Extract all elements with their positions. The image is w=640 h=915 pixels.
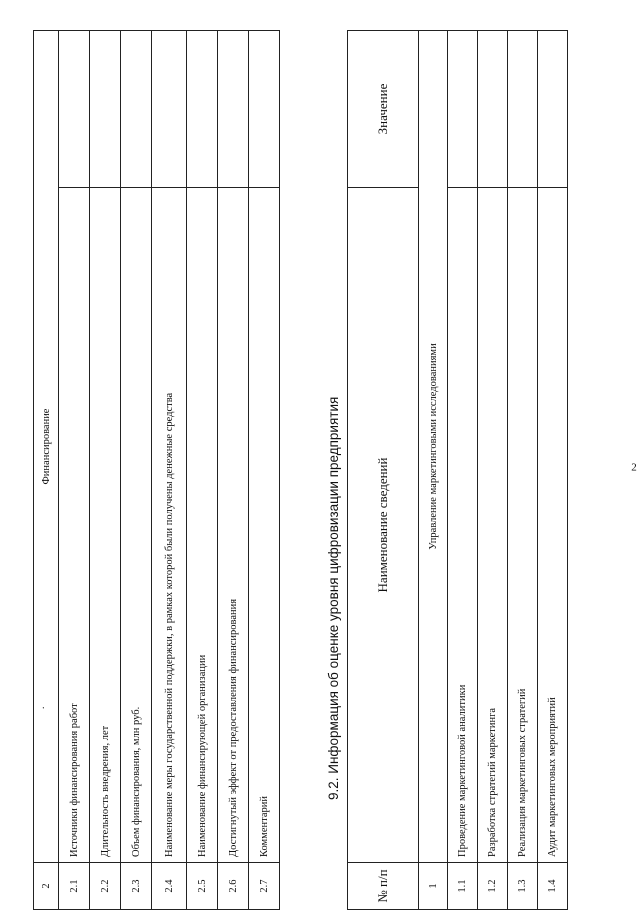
row-number: 2.1: [59, 863, 90, 910]
row-value[interactable]: [478, 31, 508, 188]
section-title: Управление маркетинговыми исследованиями: [419, 31, 448, 863]
table-row: [538, 31, 568, 910]
section-number: 1: [419, 863, 448, 910]
row-number: 2.6: [218, 863, 249, 910]
row-number: 1.4: [538, 863, 568, 910]
row-value[interactable]: [90, 31, 121, 188]
row-value[interactable]: [152, 31, 187, 188]
section-heading: 9.2. Информация об оценке уровня цифровизации предприятия: [326, 396, 341, 800]
table-row: [121, 31, 152, 910]
row-value[interactable]: [121, 31, 152, 188]
row-label: Наименование меры государственной поддержки, в рамках которой были получены денежные средства: [152, 188, 187, 863]
row-label: Разработка стратегий маркетинга: [478, 188, 508, 863]
table-row: [478, 31, 508, 910]
table-row: [59, 31, 90, 910]
table-row: [448, 31, 478, 910]
header-value: Значение: [348, 31, 419, 188]
row-number: 1.3: [508, 863, 538, 910]
table-row: [508, 31, 538, 910]
row-number: 2.2: [90, 863, 121, 910]
table-header-row: [348, 31, 419, 910]
table-section-row: [419, 31, 448, 910]
section-number: 2: [34, 863, 59, 910]
table-row: [152, 31, 187, 910]
header-name: Наименование сведений: [348, 188, 419, 863]
row-number: 2.7: [249, 863, 280, 910]
row-label: Аудит маркетинговых мероприятий: [538, 188, 568, 863]
row-value[interactable]: [538, 31, 568, 188]
row-number: 1.2: [478, 863, 508, 910]
row-value[interactable]: [187, 31, 218, 188]
digitalization-table: [347, 30, 568, 910]
row-number: 1.1: [448, 863, 478, 910]
stray-mark: ·: [38, 706, 50, 710]
row-value[interactable]: [508, 31, 538, 188]
page-number: 2: [631, 461, 637, 474]
table-row: [249, 31, 280, 910]
financing-table: [33, 30, 280, 910]
row-number: 2.4: [152, 863, 187, 910]
row-label: Проведение маркетинговой аналитики: [448, 188, 478, 863]
row-label: Комментарий: [249, 188, 280, 863]
table-row: [90, 31, 121, 910]
row-number: 2.5: [187, 863, 218, 910]
table-section-row: [34, 31, 59, 910]
row-value[interactable]: [249, 31, 280, 188]
row-label: Достигнутый эффект от предоставления финансирования: [218, 188, 249, 863]
row-label: Объем финансирования, млн руб.: [121, 188, 152, 863]
row-label: Наименование финансирующей организации: [187, 188, 218, 863]
table-row: [187, 31, 218, 910]
header-number: № п/п: [348, 863, 419, 910]
row-number: 2.3: [121, 863, 152, 910]
row-label: Реализация маркетинговых стратегий: [508, 188, 538, 863]
row-value[interactable]: [448, 31, 478, 188]
row-label: Длительность внедрения, лет: [90, 188, 121, 863]
section-title: · Финансирование: [34, 31, 59, 863]
row-label: Источники финансирования работ: [59, 188, 90, 863]
table-row: [218, 31, 249, 910]
row-value[interactable]: [59, 31, 90, 188]
row-value[interactable]: [218, 31, 249, 188]
